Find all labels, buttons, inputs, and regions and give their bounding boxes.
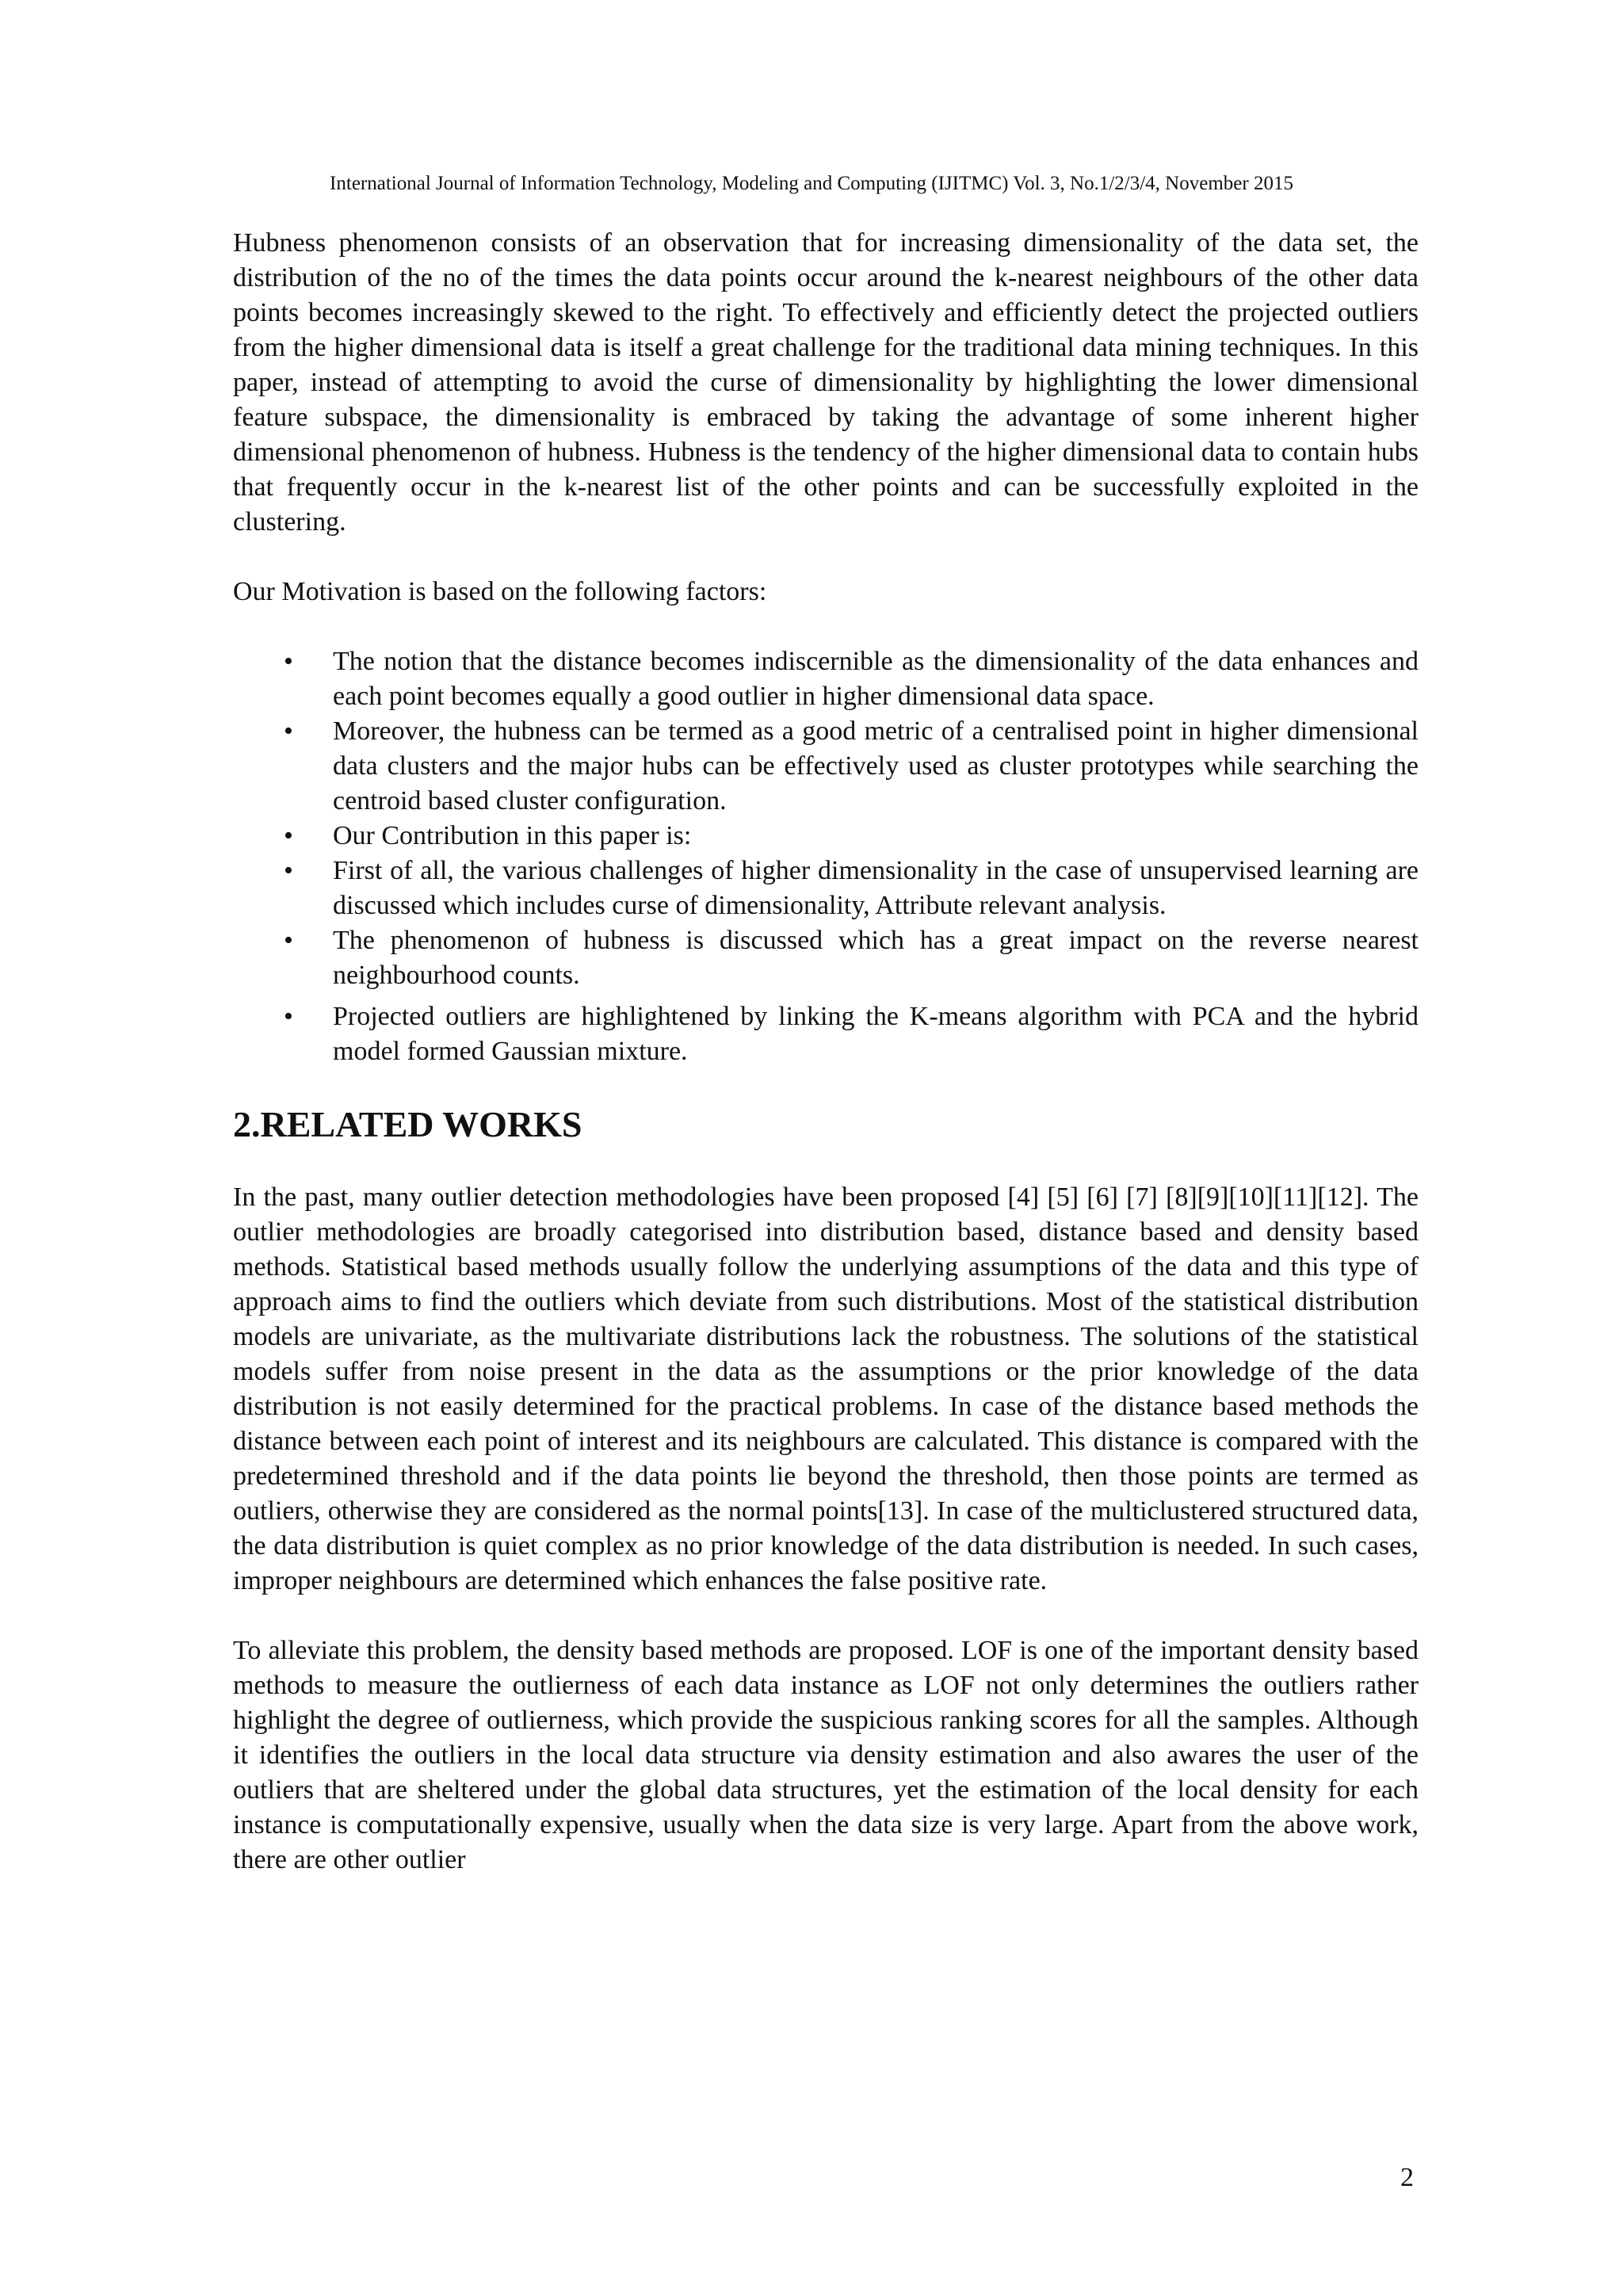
bullet-icon: •	[284, 716, 293, 746]
list-item	[233, 923, 1419, 993]
page-number: 2	[1400, 2163, 1414, 2192]
motivation-list	[233, 644, 1419, 1069]
list-item-text: The phenomenon of hubness is discussed which has a great impact on the reverse nearest neighbourhood counts.	[333, 926, 1419, 990]
list-item-text: Moreover, the hubness can be termed as a good metric of a centralised point in higher dimensional data clusters and the major hubs can be effectively used as cluster prototypes while searching the centroid based cluster configuration.	[333, 716, 1419, 816]
bullet-icon: •	[284, 647, 293, 676]
bullet-icon: •	[284, 821, 293, 850]
page-content	[233, 226, 1419, 1878]
list-item	[233, 999, 1419, 1069]
list-item-text: Projected outliers are highlightened by linking the K-means algorithm with PCA and the hybrid model formed Gaussian mixture.	[333, 1002, 1419, 1066]
bullet-icon: •	[284, 1002, 293, 1031]
paragraph-related-works: In the past, many outlier detection methodologies have been proposed [4] [5] [6] [7] [8][9][10][11][12]. The outlier methodologies are broadly categorised into distribution based, distance based and density based methods. Statistical based methods usually follow the underlying assumptions of the data and this type of approach aims to find the outliers which deviate from such distributions. Most of the statistical distribution models are univariate, as the multivariate distributions lack the robustness. The solutions of the statistical models suffer from noise present in the data as the assumptions or the prior knowledge of the data distribution is not easily determined for the practical problems. In case of the distance based methods the distance between each point of interest and its neighbours are calculated. This distance is compared with the predetermined threshold and if the data points lie beyond the threshold, then those points are termed as outliers, otherwise they are considered as the normal points[13]. In case of the multiclustered structured data, the data distribution is quiet complex as no prior knowledge of the data distribution is needed. In such cases, improper neighbours are determined which enhances the false positive rate.	[233, 1182, 1419, 1595]
bullet-icon: •	[284, 926, 293, 955]
list-item	[233, 819, 1419, 854]
paragraph-motivation: Our Motivation is based on the following factors:	[233, 577, 767, 606]
paragraph-density-methods: To alleviate this problem, the density based methods are proposed. LOF is one of the important density based methods to measure the outlierness of each data instance as LOF not only determines the outliers rather highlight the degree of outlierness, which provide the suspicious ranking scores for all the samples. Although it identifies the outliers in the local data structure via density estimation and also awares the user of the outliers that are sheltered under the global data structures, yet the estimation of the local density for each instance is computationally expensive, usually when the data size is very large. Apart from the above work, there are other outlier	[233, 1636, 1419, 1874]
list-item	[233, 714, 1419, 819]
list-item-text: The notion that the distance becomes indiscernible as the dimensionality of the data enhances and each point becomes equally a good outlier in higher dimensional data space.	[333, 647, 1419, 711]
list-item	[233, 644, 1419, 714]
list-item-text: First of all, the various challenges of higher dimensionality in the case of unsupervised learning are discussed which includes curse of dimensionality, Attribute relevant analysis.	[333, 856, 1419, 920]
list-item	[233, 854, 1419, 923]
list-item-text: Our Contribution in this paper is:	[333, 821, 692, 850]
bullet-icon: •	[284, 856, 293, 885]
paragraph-hubness: Hubness phenomenon consists of an observation that for increasing dimensionality of the data set, the distribution of the no of the times the data points occur around the k-nearest neighbours of the other data points becomes increasingly skewed to the right. To effectively and efficiently detect the projected outliers from the higher dimensional data is itself a great challenge for the traditional data mining techniques. In this paper, instead of attempting to avoid the curse of dimensionality by highlighting the lower dimensional feature subspace, the dimensionality is embraced by taking the advantage of some inherent higher dimensional phenomenon of hubness. Hubness is the tendency of the higher dimensional data to contain hubs that frequently occur in the k-nearest list of the other points and can be successfully exploited in the clustering.	[233, 228, 1419, 537]
section-heading: 2.RELATED WORKS	[233, 1104, 582, 1144]
journal-header: International Journal of Information Technology, Modeling and Computing (IJITMC) Vol. 3, No.1/2/3/4, November 2015	[330, 173, 1293, 194]
